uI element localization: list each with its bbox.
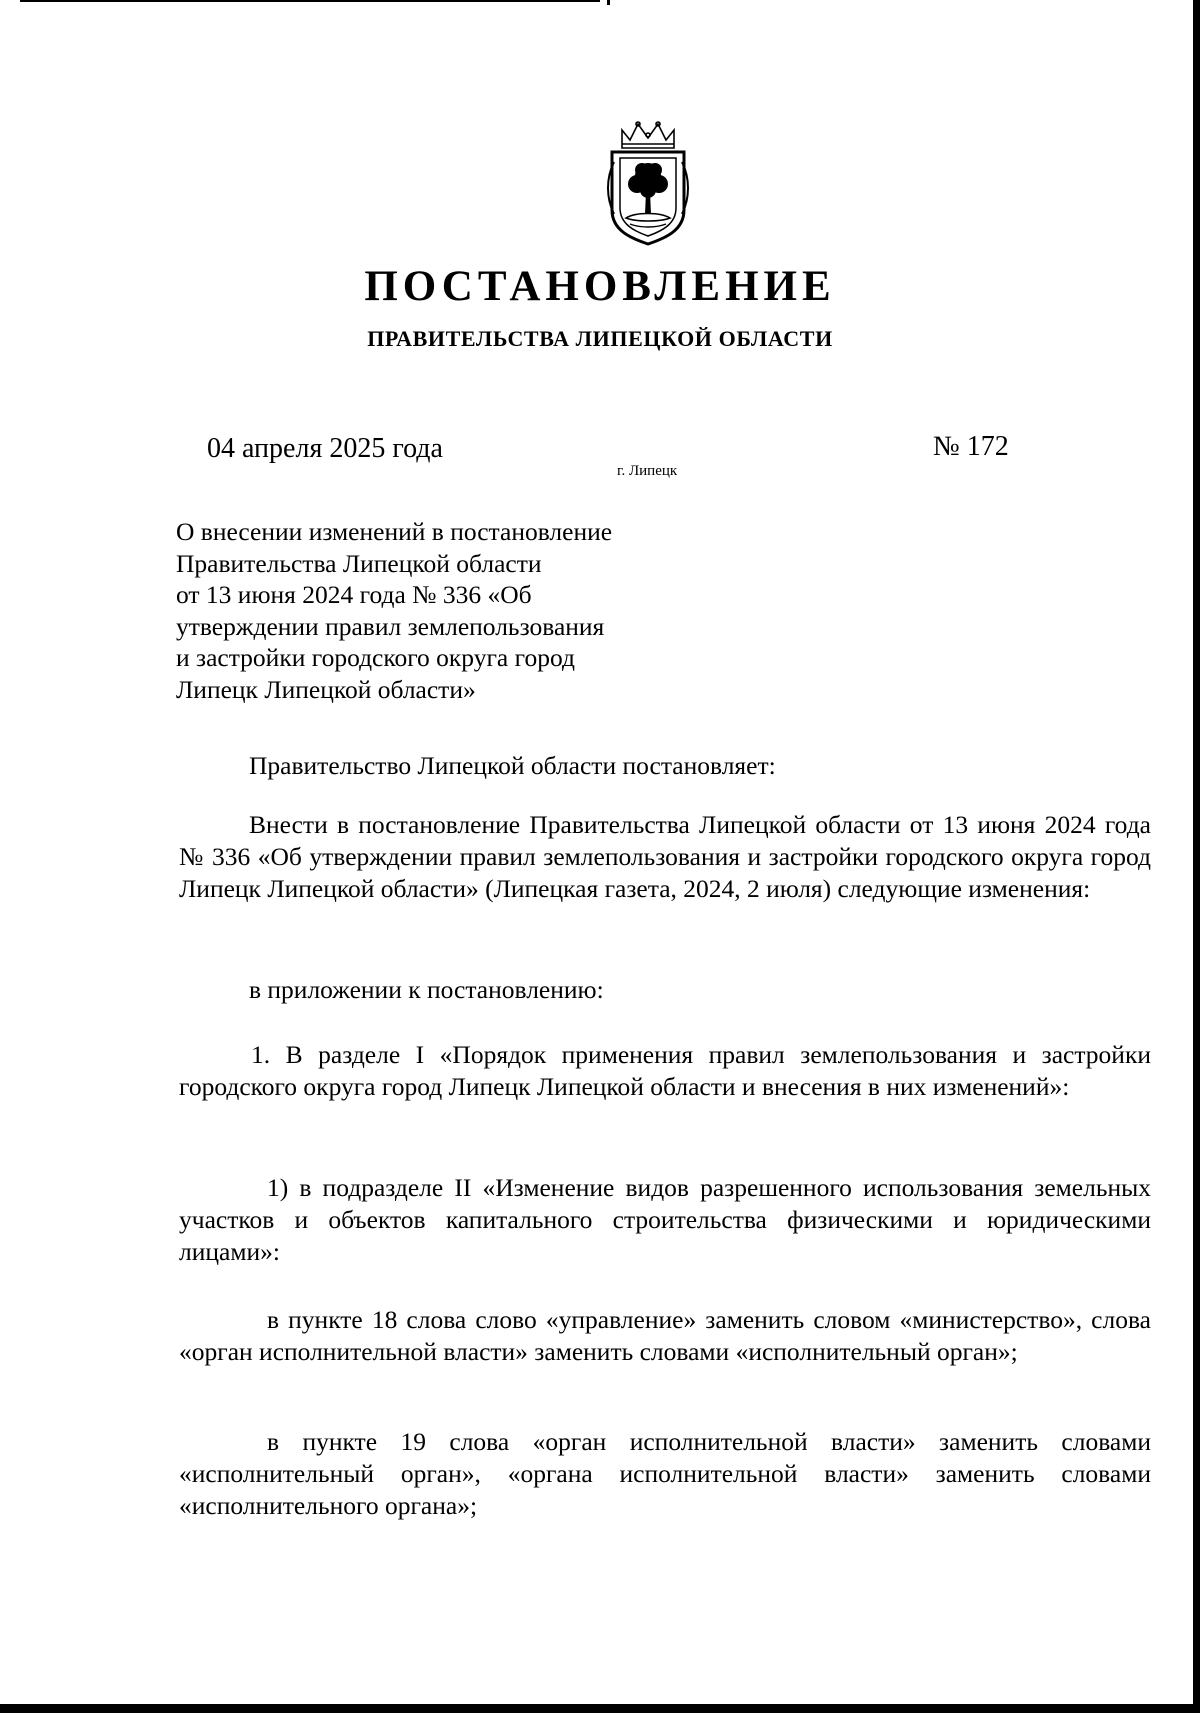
scan-bottom-border: [0, 1704, 1200, 1713]
coat-of-arms-emblem: [600, 118, 696, 246]
item-18-paragraph: в пункте 18 слова слово «управление» заменить словом «министерство», слова «орган исполнительной власти» заменить словами «исполнительный орган»;: [179, 1305, 1151, 1366]
scan-top-mark: [607, 0, 610, 5]
section-1-paragraph: 1. В разделе I «Порядок применения правил землепользования и застройки городского округа город Липецк Липецкой области и внесения в них изменений»:: [179, 1040, 1151, 1101]
title-line: О внесении изменений в постановление: [176, 517, 613, 546]
item-19-paragraph: в пункте 19 слова «орган исполнительной власти» заменить словами «исполнительный орган», «органа исполнительной власти» заменить словами «исполнительного органа»;: [179, 1427, 1151, 1520]
title-line: утверждении правил землепользования: [176, 611, 605, 641]
scan-top-border: [20, 0, 600, 2]
document-city: г. Липецк: [617, 463, 678, 479]
subsection-1-paragraph: 1) в подразделе II «Изменение видов разрешенного использования земельных участков и объектов капитального строительства физическими и юридическими лицами»:: [179, 1173, 1151, 1266]
coat-of-arms-icon: [600, 118, 696, 246]
document-title: [176, 516, 696, 706]
scan-right-border: [1193, 0, 1200, 1713]
title-line: Липецк Липецкой области»: [176, 674, 476, 704]
title-line: Правительства Липецкой области: [176, 548, 542, 578]
document-type-heading: ПОСТАНОВЛЕНИЕ: [364, 263, 836, 310]
preamble-paragraph: Правительство Липецкой области постановляет:: [249, 751, 776, 780]
annex-paragraph: в приложении к постановлению:: [249, 975, 604, 1004]
title-line: и застройки городского округа город: [176, 643, 575, 673]
main-paragraph: Внести в постановление Правительства Липецкой области от 13 июня 2024 года № 336 «Об утверждении правил землепользования и застройки городского округа город Липецк Липецкой области» (Липецкая газета, 2024, 2 июля) следующие изменения:: [179, 810, 1151, 903]
document-number: № 172: [933, 431, 1009, 462]
document-date: 04 апреля 2025 года: [207, 433, 443, 464]
issuer-heading: ПРАВИТЕЛЬСТВА ЛИПЕЦКОЙ ОБЛАСТИ: [367, 326, 833, 351]
title-line: от 13 июня 2024 года № 336 «Об: [176, 580, 532, 610]
